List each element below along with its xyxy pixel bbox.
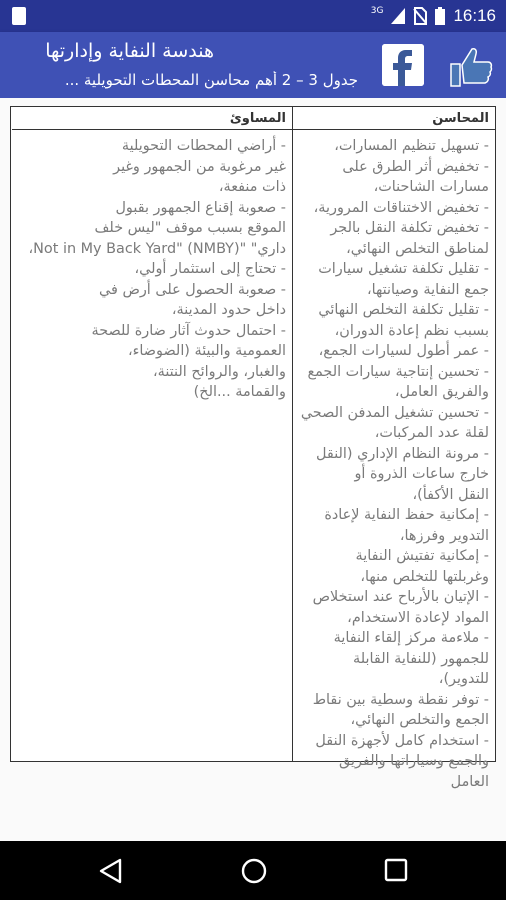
advantage-line: خارج ساعات الذروة أو: [354, 466, 489, 482]
disadvantage-line: والقمامة ...الخ): [193, 384, 286, 400]
disadvantage-line: - أراضي المحطات التحويلية: [121, 138, 286, 154]
advantage-line: - تحسين إنتاجية سيارات الجمع: [307, 363, 489, 380]
disadvantage-line: غير مرغوبة من الجمهور وغير: [113, 158, 286, 175]
advantage-line: للتدوير)،: [438, 671, 489, 687]
disadvantage-line: داخل حدود المدينة،: [171, 302, 286, 318]
app-bar: [0, 32, 506, 98]
advantage-line: - تسهيل تنظيم المسارات،: [334, 138, 489, 154]
advantage-line: - عمر أطول لسيارات الجمع،: [318, 343, 489, 359]
disadvantage-line: العمومية والبيئة (الضوضاء،: [128, 343, 286, 359]
advantage-line: - تخفيض أثر الطرق على: [342, 158, 489, 175]
chapter-subtitle: جدول 3 – 2 أهم محاسن المحطات التحويلية ...: [64, 71, 358, 89]
advantage-line: التدوير وفرزها،: [399, 527, 489, 544]
like-button[interactable]: [448, 44, 494, 90]
status-icons: [371, 0, 496, 32]
status-bar: [0, 0, 506, 32]
advantage-line: بسبب نظم إعادة الدوران،: [334, 322, 489, 339]
disadvantages-header: المساوئ: [12, 107, 292, 130]
clock: 16:16: [453, 6, 496, 25]
advantage-line: الجمع والتخلص النهائي،: [350, 712, 489, 728]
advantage-line: - الإتيان بالأرباح عند استخلاص: [312, 589, 489, 605]
advantage-line: لقلة عدد المركبات،: [374, 425, 489, 441]
navigation-bar: [0, 841, 506, 900]
advantage-line: والفريق العامل،: [394, 384, 489, 400]
advantages-header: المحاسن: [293, 107, 495, 130]
signal-icon: [391, 8, 405, 24]
advantage-line: - تحسين تشغيل المدفن الصحي: [300, 404, 489, 421]
recent-apps-icon[interactable]: [384, 858, 408, 882]
advantage-line: للجمهور (للنفاية القابلة: [353, 650, 489, 667]
disadvantage-line: ذات منفعة،: [218, 179, 286, 195]
advantage-line: مسارات الشاحنات،: [373, 179, 489, 195]
disadvantages-column: [12, 107, 293, 761]
sd-card-icon: [12, 7, 26, 25]
disadvantage-line: الموقع بسبب موقف "ليس خلف: [94, 220, 286, 236]
advantage-line: - تخفيض الاختناقات المرورية،: [313, 199, 489, 216]
disadvantages-cell: [12, 130, 292, 403]
advantage-line: والجمع وسياراتها والفريق العامل: [338, 753, 489, 790]
advantage-line: لمناطق التخلص النهائي،: [346, 240, 489, 257]
app-title: هندسة النفاية وإدارتها: [45, 40, 214, 62]
back-icon[interactable]: [98, 858, 124, 884]
advantage-line: - مرونة النظام الإداري (النقل: [316, 445, 489, 462]
advantage-line: وغربلتها للتخلص منها،: [360, 568, 489, 585]
facebook-icon: [382, 44, 424, 86]
content-area[interactable]: [0, 98, 506, 841]
home-icon[interactable]: [240, 857, 268, 885]
advantage-line: - توفر نقطة وسطية بين نقاط: [312, 691, 489, 708]
advantage-line: - إمكانية حفظ النفاية لإعادة: [324, 507, 489, 523]
disadvantage-line: - احتمال حدوث آثار ضارة للصحة: [91, 322, 286, 339]
facebook-button[interactable]: [382, 44, 424, 86]
like-icon: [448, 44, 494, 90]
advantages-column: [293, 107, 495, 790]
disadvantage-line: والغبار، والروائح النتنة،: [152, 363, 286, 380]
advantages-cell: [293, 130, 495, 792]
advantage-line: جمع النفاية وصيانتها،: [366, 281, 489, 298]
disadvantage-line: داري" "Not in My Back Yard" (NMBY)،: [28, 240, 286, 257]
advantage-line: - تقليل تكلفة التخلص النهائي: [318, 302, 489, 318]
network-type: 3G: [370, 6, 384, 16]
advantage-line: النقل الأكفأ)،: [412, 486, 489, 503]
no-sim-icon: [413, 7, 427, 25]
disadvantage-line: - تحتاج إلى استثمار أولي،: [134, 261, 286, 277]
advantage-line: - تقليل تكلفة تشغيل سيارات: [318, 261, 489, 277]
advantage-line: المواد لإعادة الاستخدام،: [347, 609, 489, 626]
comparison-table: [10, 106, 496, 790]
advantage-line: - استخدام كامل لأجهزة النقل: [315, 732, 489, 749]
advantage-line: - إمكانية تفتيش النفاية: [355, 548, 489, 564]
advantage-line: - تخفيض تكلفة النقل بالجر: [330, 220, 489, 236]
disadvantage-line: - صعوبة الحصول على أرض في: [99, 281, 286, 298]
disadvantage-line: - صعوبة إقناع الجمهور بقبول: [115, 199, 286, 216]
battery-icon: [435, 7, 445, 25]
advantage-line: - ملاءمة مركز إلقاء النفاية: [333, 630, 489, 646]
